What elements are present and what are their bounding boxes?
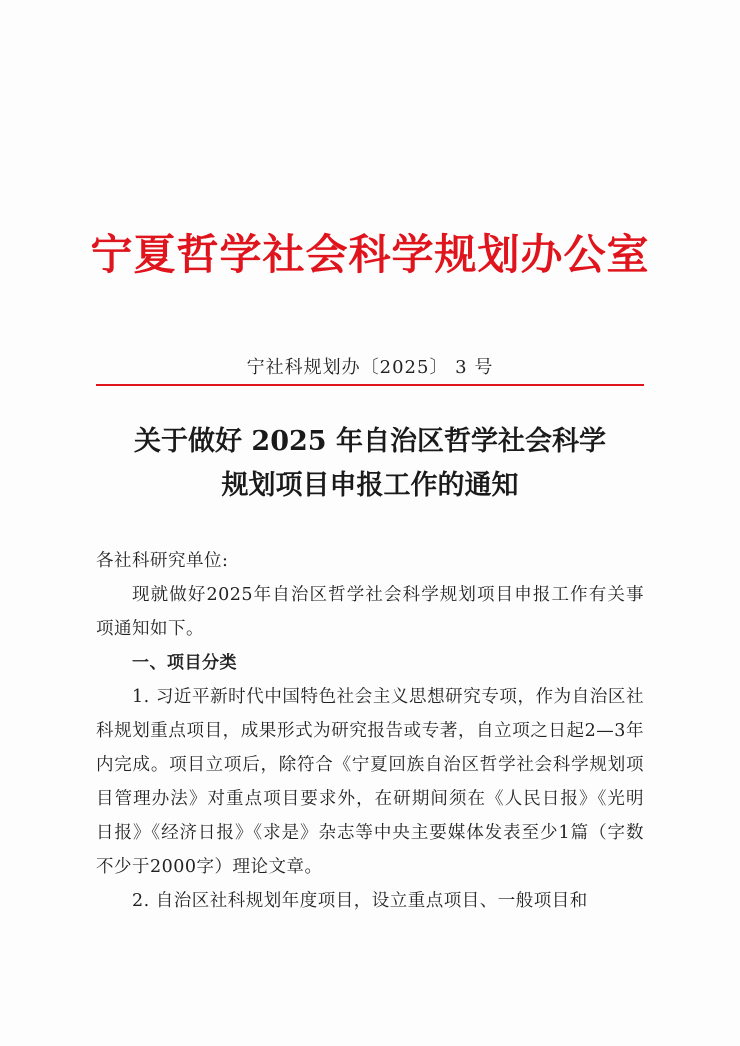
notice-title xyxy=(0,420,740,508)
red-divider-line xyxy=(96,384,644,386)
notice-body xyxy=(96,544,644,918)
document-number: 宁社科规划办〔2025〕 3 号 xyxy=(246,357,494,378)
section-heading-1: 一、项目分类 xyxy=(132,653,237,673)
item-paragraph-1: 1. 习近平新时代中国特色社会主义思想研究专项，作为自治区社科规划重点项目，成果形式为研究报告或专著，自立项之日起2—3年内完成。项目立项后，除符合《宁夏回族自治区哲学社会科学规划项目管理办法》对重点项目要求外，在研期间须在《人民日报》《光明日报》《经济日报》《求是》杂志等中央主要媒体发表至少1篇（字数不少于2000字）理论文章。 xyxy=(96,687,644,877)
item-paragraph-2: 2. 自治区社科规划年度项目，设立重点项目、一般项目和 xyxy=(132,891,588,911)
office-header-title: 宁夏哲学社会科学规划办公室 xyxy=(90,230,650,279)
notice-title-line-1: 关于做好 2025 年自治区哲学社会科学 xyxy=(134,426,606,457)
intro-paragraph: 现就做好2025年自治区哲学社会科学规划项目申报工作有关事项通知如下。 xyxy=(96,585,644,639)
salutation: 各社科研究单位: xyxy=(96,551,229,571)
notice-title-line-2: 规划项目申报工作的通知 xyxy=(221,470,519,501)
